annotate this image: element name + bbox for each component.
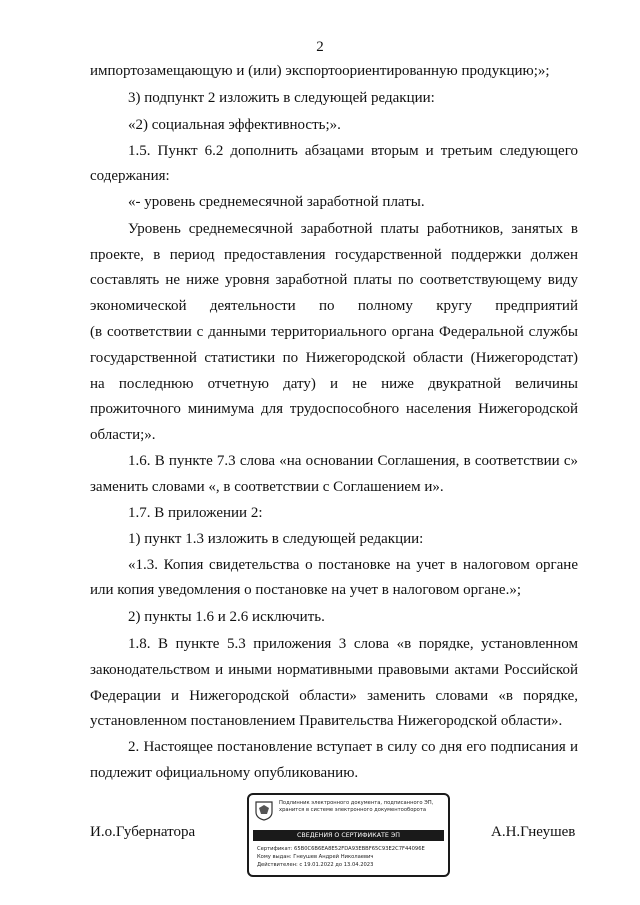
text-line: или копия уведомления о постановке на учет в налоговом органе.»; (90, 582, 522, 598)
text-line: государственной статистики по Нижегородской области (Нижегородстат) (90, 350, 578, 366)
text-line: 2) пункты 1.6 и 2.6 исключить. (128, 609, 325, 625)
text-line: 1.5. Пункт 6.2 дополнить абзацами вторым и третьим следующего (128, 143, 578, 159)
text-line: проекте, в период предоставления государственной поддержки должен (90, 247, 578, 263)
text-line: экономической деятельности по полному кругу предприятий (90, 298, 578, 314)
text-line: 2. Настоящее постановление вступает в силу со дня его подписания и (128, 739, 578, 755)
text-line: 1) пункт 1.3 изложить в следующей редакции: (128, 531, 424, 547)
text-line: Федерации и Нижегородской области» заменить словами «в порядке, (90, 688, 578, 704)
text-line: (в соответствии с данными территориального органа Федеральной службы (90, 324, 578, 340)
text-line: 1.7. В приложении 2: (128, 505, 263, 521)
text-line: законодательством и иными нормативными правовыми актами Российской (90, 662, 578, 678)
text-line: 3) подпункт 2 изложить в следующей редакции: (128, 90, 435, 106)
signatory-name: А.Н.Гнеушев (491, 824, 576, 840)
text-line: импортозамещающую и (или) экспортоориентированную продукцию;»; (90, 63, 550, 79)
e-signature-stamp (247, 793, 450, 877)
coat-of-arms-icon (255, 801, 273, 821)
signatory-title: И.о.Губернатора (90, 824, 196, 840)
certificate-validity: Действителен: с 19.01.2022 до 13.04.2023 (257, 862, 374, 868)
text-line: прожиточного минимума для трудоспособного населения Нижегородской (90, 401, 578, 417)
text-line: «2) социальная эффективность;». (128, 117, 341, 133)
text-line: «- уровень среднемесячной заработной платы. (128, 194, 425, 210)
certificate-owner: Кому выдан: Гнеушев Андрей Николаевич (257, 854, 374, 860)
text-line: заменить словами «, в соответствии с Соглашением и». (90, 479, 444, 495)
text-line: содержания: (90, 168, 170, 184)
stamp-title: СВЕДЕНИЯ О СЕРТИФИКАТЕ ЭП (253, 830, 444, 841)
page-number: 2 (316, 39, 324, 55)
text-line: «1.3. Копия свидетельства о постановке на учет в налоговом органе (128, 557, 578, 573)
text-line: подлежит официальному опубликованию. (90, 765, 359, 781)
stamp-header: Подлинник электронного документа, подписанного ЭП, хранится в системе электронного документооборота (279, 800, 434, 813)
text-line: 1.8. В пункте 5.3 приложения 3 слова «в порядке, установленном (128, 636, 578, 652)
text-line: установленном постановлением Правительства Нижегородской области». (90, 713, 563, 729)
text-line: составлять не ниже уровня заработной платы по соответствующему виду (90, 272, 578, 288)
certificate-number: Сертификат: 65B0C6B6EA8E52FDA93EBBF65C93E2C7F44096E (257, 846, 425, 852)
text-line: области;». (90, 427, 156, 443)
text-line: на последнюю отчетную дату) и не ниже двукратной величины (90, 376, 578, 392)
text-line: 1.6. В пункте 7.3 слова «на основании Соглашения, в соответствии с» (128, 453, 578, 469)
text-line: Уровень среднемесячной заработной платы работников, занятых в (128, 221, 578, 237)
